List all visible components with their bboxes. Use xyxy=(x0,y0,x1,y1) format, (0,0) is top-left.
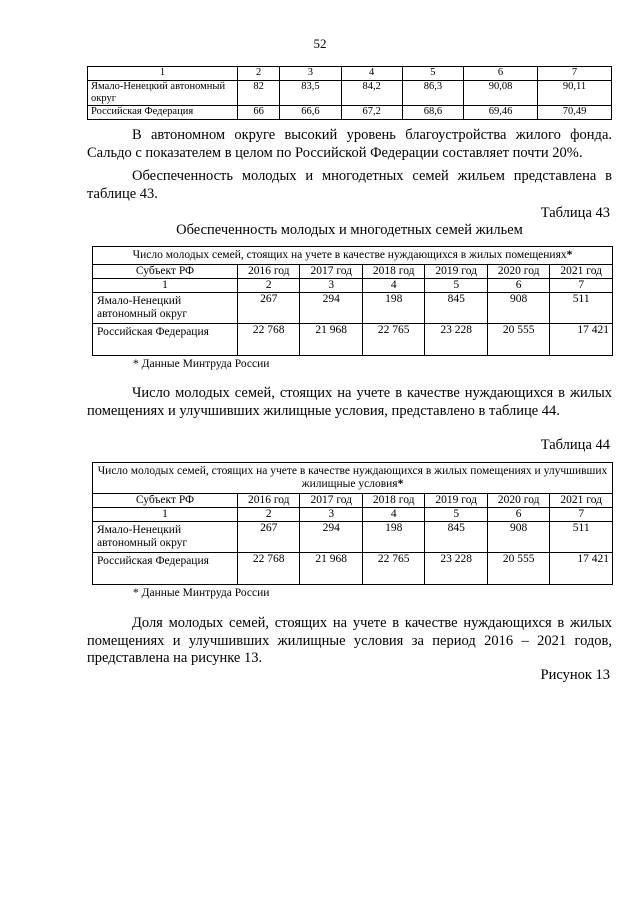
col-number: 1 xyxy=(93,508,238,522)
column-header: 2017 год xyxy=(300,265,362,279)
value-cell: 82 xyxy=(238,81,280,106)
footnote-mark: * xyxy=(397,478,404,490)
col-number: 2 xyxy=(238,67,280,81)
column-header: 2016 год xyxy=(238,265,300,279)
top-table xyxy=(87,66,612,120)
caption-row xyxy=(93,247,613,265)
column-number-row xyxy=(93,279,613,293)
col-number: 3 xyxy=(280,67,341,81)
column-header: 2020 год xyxy=(487,265,549,279)
value-cell: 908 xyxy=(487,293,549,324)
column-header: 2020 год xyxy=(487,494,549,508)
value-cell: 511 xyxy=(550,293,613,324)
value-cell: 67,2 xyxy=(341,106,402,120)
column-header: Субъект РФ xyxy=(93,265,238,279)
table-row xyxy=(88,106,612,120)
value-cell: 86,3 xyxy=(402,81,463,106)
col-number: 3 xyxy=(300,508,362,522)
col-number: 4 xyxy=(362,508,424,522)
table-44 xyxy=(92,462,613,585)
column-header: 2016 год xyxy=(238,494,300,508)
subject-cell: Российская Федерация xyxy=(93,324,238,356)
value-cell: 23 228 xyxy=(425,324,487,356)
subject-cell: Российская Федерация xyxy=(93,553,238,585)
subject-cell: Ямало-Ненецкий автономный округ xyxy=(88,81,238,106)
column-header: 2018 год xyxy=(362,494,424,508)
column-number-row xyxy=(93,508,613,522)
paragraph: Обеспеченность молодых и многодетных семей жильем представлена в таблице 43. xyxy=(87,168,612,202)
value-cell: 294 xyxy=(300,522,362,553)
col-number: 2 xyxy=(238,279,300,293)
col-number: 4 xyxy=(341,67,402,81)
figure-label: Рисунок 13 xyxy=(540,667,610,683)
value-cell: 68,6 xyxy=(402,106,463,120)
caption-text: Число молодых семей, стоящих на учете в качестве нуждающихся в жилых помещениях xyxy=(132,249,567,261)
table-header-row xyxy=(93,265,613,279)
value-cell: 198 xyxy=(362,522,424,553)
table-header-row xyxy=(93,494,613,508)
value-cell: 69,46 xyxy=(464,106,538,120)
column-header: Субъект РФ xyxy=(93,494,238,508)
value-cell: 267 xyxy=(238,293,300,324)
paragraph: В автономном округе высокий уровень благоустройства жилого фонда. Сальдо с показателем в целом по Российской Федерации составляет почти 20%. xyxy=(87,127,612,161)
column-header: 2019 год xyxy=(425,265,487,279)
subject-cell: Ямало-Ненецкий автономный округ xyxy=(93,293,238,324)
table-caption xyxy=(93,463,613,494)
column-header: 2018 год xyxy=(362,265,424,279)
caption-row xyxy=(93,463,613,494)
column-header: 2019 год xyxy=(425,494,487,508)
table-caption xyxy=(93,247,613,265)
value-cell: 70,49 xyxy=(538,106,612,120)
value-cell: 21 968 xyxy=(300,324,362,356)
col-number: 6 xyxy=(464,67,538,81)
col-number: 5 xyxy=(402,67,463,81)
value-cell: 198 xyxy=(362,293,424,324)
value-cell: 20 555 xyxy=(487,553,549,585)
col-number: 4 xyxy=(362,279,424,293)
value-cell: 21 968 xyxy=(300,553,362,585)
value-cell: 294 xyxy=(300,293,362,324)
value-cell: 84,2 xyxy=(341,81,402,106)
table-header-row xyxy=(88,67,612,81)
col-number: 2 xyxy=(238,508,300,522)
footnote-mark: * xyxy=(566,249,573,261)
table-43 xyxy=(92,246,613,356)
col-number: 1 xyxy=(93,279,238,293)
page-number: 52 xyxy=(313,36,327,51)
table-row xyxy=(93,522,613,553)
column-header: 2021 год xyxy=(550,494,613,508)
value-cell: 17 421 xyxy=(550,553,613,585)
value-cell: 22 768 xyxy=(238,324,300,356)
value-cell: 90,11 xyxy=(538,81,612,106)
paragraph: Доля молодых семей, стоящих на учете в качестве нуждающихся в жилых помещениях и улучшивших жилищные условия за период 2016 – 2021 годов, представлена на рисунке 13. xyxy=(87,615,612,666)
paragraph: Число молодых семей, стоящих на учете в качестве нуждающихся в жилых помещениях и улучшивших жилищные условия, представлено в таблице 44. xyxy=(87,385,612,419)
table-footnote: * Данные Минтруда России xyxy=(133,587,270,599)
col-number: 7 xyxy=(550,508,613,522)
value-cell: 22 765 xyxy=(362,324,424,356)
value-cell: 20 555 xyxy=(487,324,549,356)
table-footnote: * Данные Минтруда России xyxy=(133,358,270,370)
table-row xyxy=(88,81,612,106)
value-cell: 22 768 xyxy=(238,553,300,585)
col-number: 6 xyxy=(487,279,549,293)
value-cell: 22 765 xyxy=(362,553,424,585)
col-number: 7 xyxy=(538,67,612,81)
table-row xyxy=(93,324,613,356)
table-row xyxy=(93,293,613,324)
col-number: 6 xyxy=(487,508,549,522)
col-number: 3 xyxy=(300,279,362,293)
value-cell: 908 xyxy=(487,522,549,553)
value-cell: 90,08 xyxy=(464,81,538,106)
table-label: Таблица 44 xyxy=(540,437,610,453)
value-cell: 267 xyxy=(238,522,300,553)
value-cell: 511 xyxy=(550,522,613,553)
subject-cell: Российская Федерация xyxy=(88,106,238,120)
col-number: 1 xyxy=(88,67,238,81)
value-cell: 845 xyxy=(425,293,487,324)
col-number: 7 xyxy=(550,279,613,293)
col-number: 5 xyxy=(425,279,487,293)
col-number: 5 xyxy=(425,508,487,522)
column-header: 2021 год xyxy=(550,265,613,279)
value-cell: 66,6 xyxy=(280,106,341,120)
value-cell: 83,5 xyxy=(280,81,341,106)
caption-text: Число молодых семей, стоящих на учете в качестве нуждающихся в жилых помещениях и улучшивших жилищные условия xyxy=(97,465,608,490)
table-row xyxy=(93,553,613,585)
value-cell: 845 xyxy=(425,522,487,553)
value-cell: 23 228 xyxy=(425,553,487,585)
subject-cell: Ямало-Ненецкий автономный округ xyxy=(93,522,238,553)
column-header: 2017 год xyxy=(300,494,362,508)
table-title: Обеспеченность молодых и многодетных семей жильем xyxy=(176,222,523,238)
value-cell: 66 xyxy=(238,106,280,120)
value-cell: 17 421 xyxy=(550,324,613,356)
table-label: Таблица 43 xyxy=(540,205,610,221)
